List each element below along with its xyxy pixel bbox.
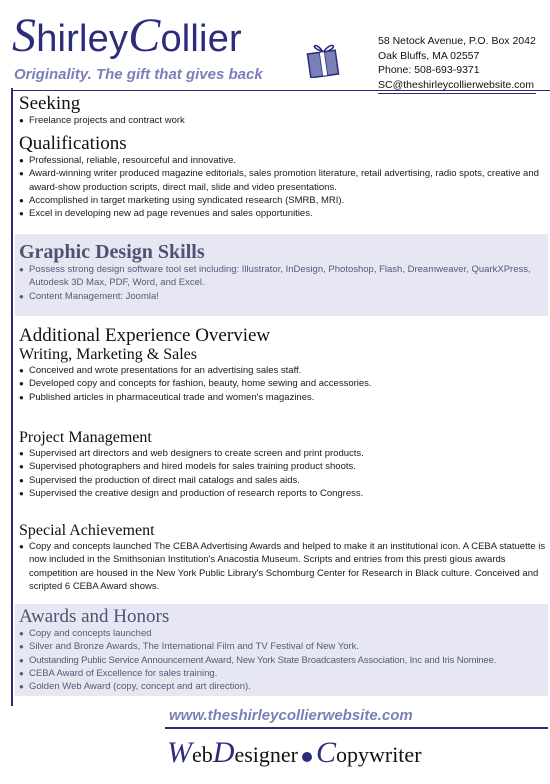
experience-heading: Additional Experience Overview <box>19 325 271 346</box>
gift-icon <box>305 38 341 78</box>
footer-rule <box>165 727 548 729</box>
awards-heading: Awards and Honors <box>19 606 170 627</box>
separator-dot-icon <box>302 752 312 762</box>
list-item: ● Excel in developing new ad page revenues and sales opportunities. <box>19 207 547 220</box>
list-item: ● Award-winning writer produced magazine editorials, sales promotion literature, retail advertising, radio spots, creative and award-show production scripts, direct mail, slide and video presentations. <box>19 167 547 194</box>
list-item: ● Professional, reliable, resourceful and innovative. <box>19 154 547 167</box>
footer-cap-c: C <box>315 736 336 769</box>
list-item: ● Outstanding Public Service Announcement Award, New York State Broadcasters Association, Inc and Iris Nominee. <box>19 654 544 667</box>
header-rule <box>13 90 550 91</box>
list-item: ● Possess strong design software tool set including: Illustrator, InDesign, Photoshop, Flash, Dreamweaver, QuarkXPress, Autodesk 3D Max, PDF, Word, and Excel. <box>19 263 541 290</box>
footer-word-designer: esigner <box>234 742 298 767</box>
contact-address-line1: 58 Netock Avenue, P.O. Box 2042 <box>378 35 536 47</box>
left-rule <box>11 88 13 706</box>
seeking-section <box>19 93 547 127</box>
list-item: ● Copy and concepts launched <box>19 627 544 640</box>
experience-section <box>19 325 547 404</box>
list-item: ● Conceived and wrote presentations for an advertising sales staff. <box>19 364 547 377</box>
list-item: ● Golden Web Award (copy, concept and art direction). <box>19 680 544 693</box>
footer-cap-w: W <box>167 736 192 769</box>
awards-band <box>15 604 548 696</box>
special-achievement-heading: Special Achievement <box>19 522 155 539</box>
footer-cap-d: D <box>212 736 235 769</box>
logo-initial-s: S <box>12 9 37 62</box>
list-item: ● Freelance projects and contract work <box>19 114 547 127</box>
logo-name <box>12 8 242 63</box>
special-achievement-section <box>19 522 547 593</box>
list-item: ● Supervised photographers and hired models for sales training product shoots. <box>19 460 547 473</box>
list-item: ● Supervised the creative design and production of research reports to Congress. <box>19 487 547 500</box>
tagline: Originality. The gift that gives back <box>14 66 263 83</box>
contact-phone: Phone: 508-693-9371 <box>378 64 480 76</box>
footer-word-copywriter: opywriter <box>335 742 422 767</box>
footer-word-web: eb <box>192 742 213 767</box>
resume-header <box>0 0 550 92</box>
graphic-design-heading: Graphic Design Skills <box>19 241 205 263</box>
list-item: ● Published articles in pharmaceutical trade and women's magazines. <box>19 391 547 404</box>
contact-block <box>378 34 536 94</box>
qualifications-heading: Qualifications <box>19 133 127 154</box>
list-item: ● Accomplished in target marketing using syndicated research (SMRB, MRI). <box>19 194 547 207</box>
logo-last-name: ollier <box>160 18 242 60</box>
list-item: ● Copy and concepts launched The CEBA Advertising Awards and helped to make it an institutional icon. A CEBA statuette is now included in the Smithsonian Institution's Anacostia Museum. Scripts and entries from this presti gious awards competition are housed in the New York Public Library's Schomburg Center for Research in Black culture. Conceived and scripted 6 CEBA Award shows. <box>19 540 547 593</box>
footer-title <box>167 736 422 770</box>
writing-subheading: Writing, Marketing & Sales <box>19 346 197 363</box>
logo-initial-c: C <box>128 9 161 62</box>
qualifications-section <box>19 133 547 220</box>
list-item: ● Supervised art directors and web designers to create screen and print products. <box>19 447 547 460</box>
list-item: ● Silver and Bronze Awards, The International Film and TV Festival of New York. <box>19 640 544 653</box>
list-item: ● Supervised the production of direct mail catalogs and sales aids. <box>19 474 547 487</box>
seeking-heading: Seeking <box>19 93 81 114</box>
contact-email-link[interactable]: SC@theshirleycollierwebsite.com <box>378 78 536 95</box>
contact-address-line2: Oak Bluffs, MA 02557 <box>378 49 480 62</box>
list-item: ● CEBA Award of Excellence for sales training. <box>19 667 544 680</box>
project-management-section <box>19 429 547 500</box>
project-management-heading: Project Management <box>19 429 152 446</box>
logo-first-name: hirley <box>36 18 129 60</box>
footer-website-link[interactable]: www.theshirleycollierwebsite.com <box>169 707 413 724</box>
list-item: ● Content Management: Joomla! <box>19 290 541 303</box>
graphic-design-band <box>15 234 548 316</box>
list-item: ● Developed copy and concepts for fashion, beauty, home sewing and accessories. <box>19 377 547 390</box>
